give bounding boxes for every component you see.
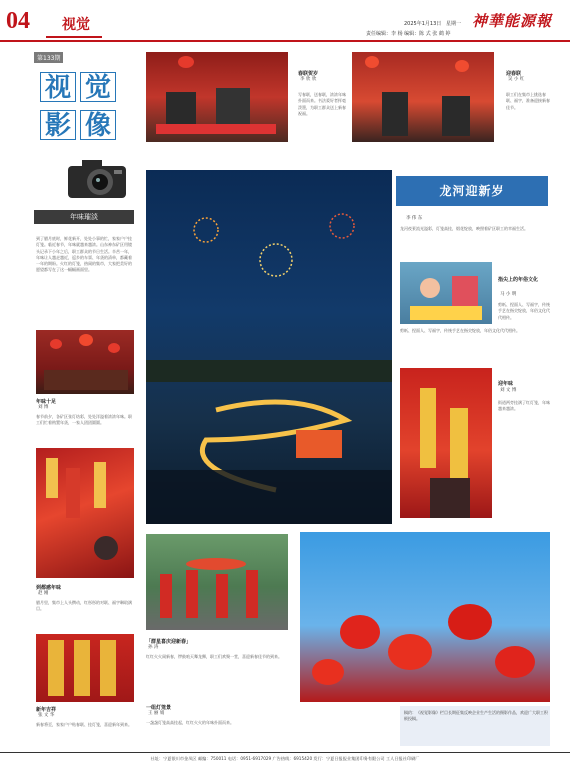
footer-rule [0, 752, 570, 753]
photo-couplets [36, 634, 134, 702]
photo-river-night [146, 170, 392, 524]
photo-drum-performance [146, 534, 288, 630]
photo-lanterns [36, 330, 134, 394]
photo-calligraphy [146, 52, 288, 142]
section-label: 视觉 [46, 14, 102, 38]
photo1-title: 年味十足 [36, 399, 57, 405]
intro-text: 到了腊月底时，鲜花新开，处处小事的忙，家家户户挂灯笼。临近春节，年味就越来越浓。山东神东矿区用镜头记录下小年之后，职工群众的节日生活。辛苦一年，年味让人越走越近，返乡的车票、年货的清单，都藏着一年的期盼。火红的灯笼，热闹的集市，大家把美好的愿望都写在了这一幅幅画面里。 [36, 236, 132, 273]
bottom1-title: 「群星喜庆迎新春」 [146, 639, 192, 645]
photo2-title: 到都感年味 [36, 585, 62, 591]
photo-crafts [400, 262, 492, 324]
photo-spring-couplets [352, 52, 494, 142]
photo3-author: 张 文 华 [38, 713, 55, 718]
bottom2-text: 一盏盏灯笼高高挂起，红红火火的年味扑面而来。 [146, 720, 234, 725]
photo1-author: 刘 博 [38, 405, 49, 410]
submission-note: 稿约：《视觉影像》栏目长期征集反映企业生产生活的摄影作品，欢迎广大职工积极投稿。 [404, 710, 548, 722]
newspaper-brand: 神華能源報 [472, 12, 553, 30]
issue-number: 第133期 [34, 52, 63, 63]
right2-cont: 剪纸、捏面人、写福字，传统手艺在指尖绽放，年俗文化代代相传。 [400, 328, 520, 333]
right1-author: 李 伟 东 [406, 216, 423, 221]
top1-author: 李 欣 欣 [300, 77, 317, 82]
bottom1-text: 红红火火闹新春，锣鼓喧天舞龙狮，职工们欢聚一堂，喜迎新春佳节的到来。 [146, 654, 282, 659]
photo-lantern-street [400, 368, 492, 518]
right3-text: 街道两旁挂满了红灯笼，年味越来越浓。 [498, 400, 550, 412]
editors: 责任编辑：李 杨 编辑：陈 式 张 鹤 婷 [366, 31, 451, 37]
bottom2-title: 一组灯笼景 [146, 705, 172, 711]
title-char-box: 觉 [80, 72, 116, 102]
header-rule [0, 40, 570, 42]
title-char-box: 影 [40, 110, 76, 140]
camera-icon [64, 156, 134, 208]
right2-title: 指尖上的年俗文化 [498, 277, 539, 283]
photo2-text: 腊月里，集市上人头攒动，红彤彤的对联、福字琳琅满目。 [36, 600, 132, 612]
photo2-author: 赵 刚 [38, 591, 49, 596]
photo-market [36, 448, 134, 578]
right2-text: 剪纸、捏面人、写福字，传统手艺在指尖绽放，年俗文化代代相传。 [498, 302, 550, 320]
right1-text: 龙河夜景流光溢彩，灯笼高挂，烟花绽放，映照着矿区职工的幸福生活。 [400, 226, 528, 231]
column-strip: 年味璀淡 [34, 210, 134, 224]
footer-info: 社址：宁夏银川市金凤区 邮编：750011 电话：0951-6917029 广告热线：6915420 发行：宁夏日报报业集团印务有限公司 工人日报社印刷厂 [150, 756, 420, 761]
bottom1-author: 孙 涛 [148, 645, 159, 650]
top1-text: 写春联，送春联，浓浓年味扑面而来。书法爱好者挥毫泼墨，为职工群众送上新春祝福。 [298, 92, 346, 116]
weekday: 星期一 [446, 21, 462, 27]
top2-text: 职工们在集市上挑选春联、福字，准备迎接新春佳节。 [506, 92, 550, 110]
top2-title: 迎春联 [506, 71, 522, 77]
feature-banner: 龙河迎新岁 [396, 176, 548, 206]
photo3-title: 新年吉祥 [36, 707, 57, 713]
top1-title: 春联贺岁 [298, 71, 319, 77]
page-number: 04 [6, 8, 30, 34]
right3-author: 刘 文 博 [500, 388, 517, 393]
date: 2025年1月13日 [404, 21, 442, 27]
right3-title: 迎年味 [498, 381, 514, 387]
top2-author: 吴 小 红 [508, 77, 525, 82]
photo1-text: 春节前夕，各矿区张灯结彩，处处洋溢着浓浓年味。职工们忙着购置年货，一家人团团圆圆。 [36, 414, 132, 426]
photo-red-lanterns [300, 532, 550, 702]
title-char-box: 视 [40, 72, 76, 102]
title-char-box: 像 [80, 110, 116, 140]
right2-author: 马 小 明 [500, 292, 517, 297]
photo3-text: 新春将至，家家户户贴春联、挂灯笼，喜迎新年到来。 [36, 722, 132, 727]
bottom2-author: 王 丽 娟 [148, 711, 165, 716]
